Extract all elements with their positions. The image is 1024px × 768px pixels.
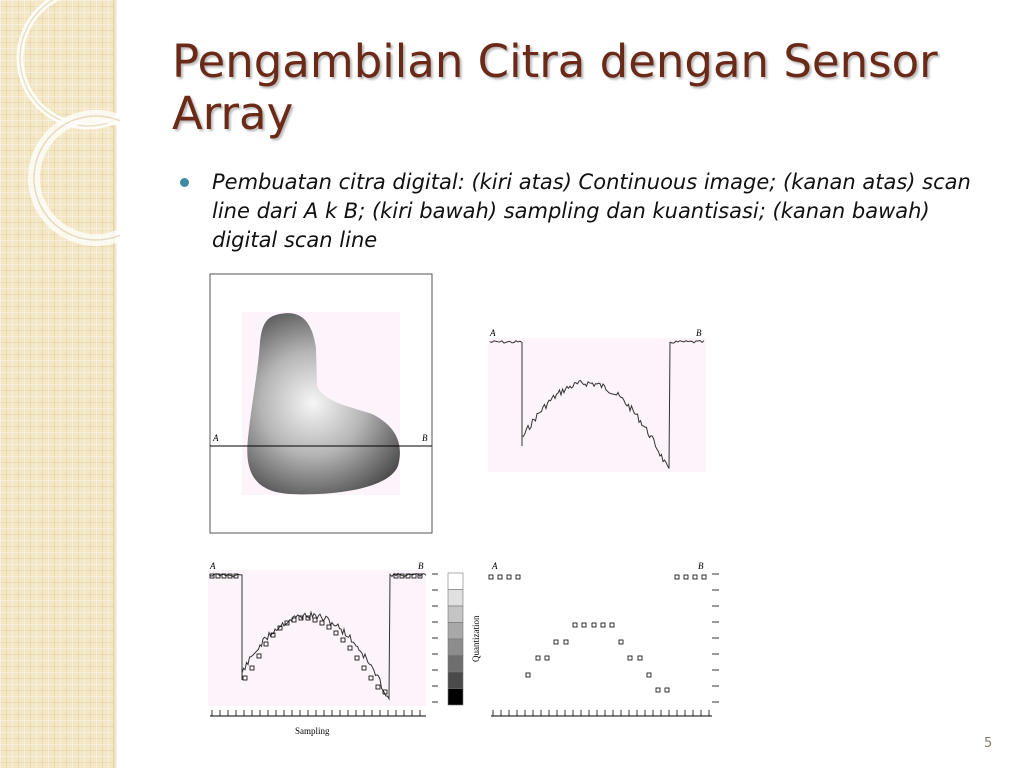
digital-point: [582, 623, 586, 627]
digital-point: [675, 575, 679, 579]
scan-label-a: A: [490, 328, 496, 338]
gray-level-swatch: [448, 672, 463, 689]
gray-level-swatch: [448, 689, 463, 706]
digital-point: [656, 688, 660, 692]
gray-level-swatch: [448, 656, 463, 673]
digital-point: [516, 575, 520, 579]
quantization-ticks-right: [712, 574, 719, 702]
gray-level-swatch: [448, 606, 463, 623]
digital-point: [601, 623, 605, 627]
decorative-rings: [0, 0, 120, 260]
digital-scan-line-points: [489, 575, 706, 692]
bullet-text: Pembuatan citra digital: (kiri atas) Continuous image; (kanan atas) scan line dari A k B; (kiri bawah) sampling dan kuantisasi; (kanan bawah) digital scan line: [212, 170, 971, 252]
digital-point: [592, 623, 596, 627]
quantization-ticks-left: [432, 574, 438, 702]
sampling-label-a: A: [210, 561, 216, 571]
bullet-item: [180, 168, 990, 255]
image-acquisition-figure: [200, 268, 730, 740]
digital-point: [702, 575, 706, 579]
digital-point: [693, 575, 697, 579]
digital-point: [628, 656, 632, 660]
digital-point: [638, 656, 642, 660]
scan-label-b: B: [696, 328, 702, 338]
digital-point: [536, 656, 540, 660]
scan-line-panel: [488, 328, 706, 472]
digital-point: [684, 575, 688, 579]
digital-point: [573, 623, 577, 627]
gray-level-swatch: [448, 639, 463, 656]
gray-level-swatch: [448, 623, 463, 640]
digital-point: [554, 640, 558, 644]
digital-point: [564, 640, 568, 644]
slide-title: Pengambilan Citra dengan Sensor Array: [172, 35, 938, 140]
digital-label-b: B: [698, 561, 704, 571]
quantization-gray-scale: [448, 573, 463, 705]
digital-point: [489, 575, 493, 579]
quantization-axis-label: Quantization: [471, 615, 481, 662]
digital-point: [498, 575, 502, 579]
continuous-label-a: A: [213, 433, 219, 443]
sampling-label-b: B: [418, 561, 424, 571]
digital-point: [619, 640, 623, 644]
gray-level-swatch: [448, 590, 463, 607]
digital-point: [507, 575, 511, 579]
sampling-quantization-panel: [208, 561, 481, 736]
digital-scan-line-panel: [489, 561, 719, 716]
digital-point: [647, 673, 651, 677]
page-number: 5: [984, 736, 993, 751]
digital-point: [610, 623, 614, 627]
continuous-label-b: B: [422, 433, 428, 443]
bullet-dot-icon: [180, 178, 189, 187]
gray-level-swatch: [448, 573, 463, 590]
continuous-image-panel: [210, 274, 432, 533]
sampling-axis-label: Sampling: [295, 726, 330, 736]
digital-point: [665, 688, 669, 692]
digital-point: [526, 673, 530, 677]
digital-sampling-ticks: [493, 710, 709, 716]
sampling-ticks: [212, 710, 420, 716]
digital-point: [545, 656, 549, 660]
digital-label-a: A: [492, 561, 498, 571]
